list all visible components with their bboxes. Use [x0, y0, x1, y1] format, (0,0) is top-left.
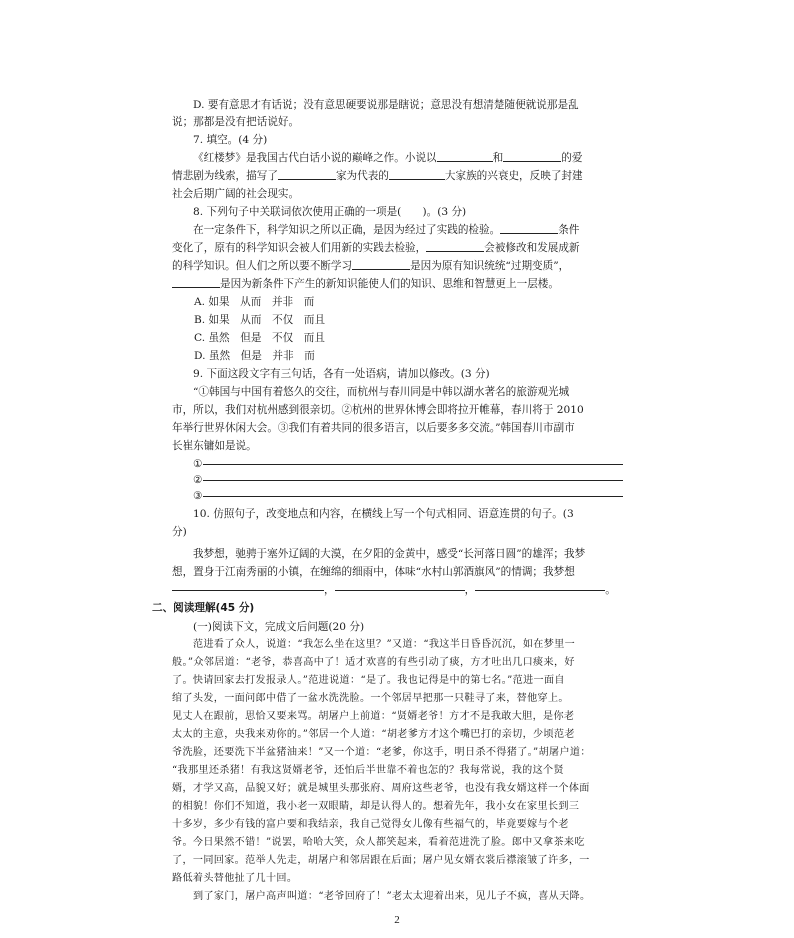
q10-period: 。 — [605, 584, 616, 596]
q6-option-d-line2: 说；那都是没有把话说好。 — [172, 116, 300, 128]
q8-text-e: 的科学知识。但人们之所以要不断学习 — [172, 260, 353, 272]
q10-answer-blank-3[interactable] — [475, 590, 605, 591]
q8-blank-3[interactable] — [352, 258, 410, 270]
passage-line: “我那里还杀猪！有我这贤婿老爷，还怕后半世靠不着也怎的？我每常说，我的这个贤 — [172, 765, 564, 776]
passage-line: 范进看了众人，说道：“我怎么坐在这里？”又道：“我这半日昏昏沉沉，如在梦里一 — [193, 639, 576, 650]
q10-answer-row[interactable] — [172, 582, 624, 598]
q8-blank-2[interactable] — [426, 240, 484, 252]
q9-answer-row-1[interactable] — [172, 456, 624, 472]
q8-text-a: 在一定条件下，科学知识之所以正确，是因为经过了实践的检验。 — [193, 224, 501, 236]
q7-line1 — [172, 150, 624, 166]
q8-option-b[interactable]: B. 如果 从而 不仅 而且 — [194, 314, 326, 326]
passage-line: 爷洗脸，还要洗下半盆猪油来！”又一个道：“老爹，你这手，明日杀不得猪了。”胡屠户道： — [172, 747, 591, 758]
passage-line: 般。”众邻居道：“老爷，恭喜高中了！适才欢喜的有些引动了痰，方才吐出几口痰来，好 — [172, 657, 575, 668]
q9-answer-line-1[interactable] — [203, 464, 623, 465]
q10-title-line1: 10. 仿照句子，改变地点和内容，在横线上写一个句式相同、语意连贯的句子。(3 — [193, 508, 574, 520]
q6-option-d-line1: D. 要有意思才有话说；没有意思硬要说那是瞎说；意思没有想清楚随便就说那是乱 — [193, 99, 579, 111]
passage-line: 了，一同回家。范举人先走，胡屠户和邻居跟在后面；屠户见女婿衣裳后襟滚皱了许多，一 — [172, 855, 590, 866]
passage-line: 的相貌！你们不知道，我小老一双眼睛，却是认得人的。想着先年，我小女在家里长到三 — [172, 801, 580, 812]
q10-comma-1: ， — [324, 584, 335, 596]
q9-line1: “①韩国与中国有着悠久的交往，而杭州与春川同是中韩以湖水著名的旅游观光城 — [193, 386, 570, 398]
q7-blank-2[interactable] — [503, 150, 561, 162]
passage-line: 爷。今日果然不错！”说罢，哈哈大笑，众人都笑起来，看着范进洗了脸。郎中又拿茶来吃 — [172, 837, 585, 848]
passage-line: 了。快请回家去打发报录人。”范进说道：“是了。我也记得是中的第七名。”范进一面自 — [172, 675, 565, 686]
q9-line3: 年举行世界休闲大会。③我们有着共同的很多语言，以后要多多交流。”韩国春川市副市 — [172, 422, 575, 434]
q7-blank-3[interactable] — [278, 168, 336, 180]
q8-blank-4[interactable] — [172, 276, 220, 288]
q8-text-f: 是因为原有知识统统“过期变质”， — [410, 260, 570, 272]
q10-sample-line2: 想，置身于江南秀丽的小镇，在缠绵的细雨中，体味“水村山郭酒旗风”的情调；我梦想 — [172, 566, 575, 578]
passage-line: 到了家门，屠户高声叫道：“老爷回府了！”老太太迎着出来，见儿子不疯，喜从天降。 — [193, 891, 591, 902]
q9-answer-row-2[interactable] — [172, 472, 624, 488]
q7-text-b: 和 — [492, 152, 504, 164]
q9-mark-3: ③ — [193, 490, 203, 502]
q10-sample-line1: 我梦想，驰骋于塞外辽阔的大漠，在夕阳的金黄中，感受“长河落日圆”的雄浑；我梦 — [193, 548, 586, 560]
q8-line1 — [172, 222, 624, 238]
q7-text-e: 家为代表的 — [335, 170, 389, 182]
q10-comma-2: ， — [464, 584, 476, 596]
passage-line: 十多岁，多少有钱的富户要和我结亲，我自己觉得女儿像有些福气的，毕竟要嫁与个老 — [172, 819, 569, 830]
q9-mark-2: ② — [193, 474, 203, 486]
q9-line4: 长崔东镛如是说。 — [172, 440, 257, 452]
q8-text-d: 会被修改和发展成新 — [484, 242, 580, 254]
q7-text-c: 的爱 — [561, 152, 583, 164]
page-number: 2 — [394, 914, 400, 926]
q8-text-c: 变化了，原有的科学知识会被人们用新的实践去检验， — [172, 242, 427, 254]
q8-line2 — [172, 240, 624, 256]
q8-line3 — [172, 258, 624, 274]
passage-line: 路低着头替他扯了几十回。 — [172, 873, 298, 884]
q8-option-c[interactable]: C. 虽然 但是 不仅 而且 — [194, 332, 325, 344]
q9-answer-row-3[interactable] — [172, 488, 624, 504]
q9-answer-line-3[interactable] — [203, 496, 623, 497]
q7-title: 7. 填空。(4 分) — [193, 134, 268, 146]
q9-line2: 市，所以，我们对杭州感到很亲切。②杭州的世界休博会即将拉开帷幕，春川将于 2010 — [172, 404, 584, 416]
passage-line: 见丈人在跟前，思恰又要来骂。胡屠户上前道：“贤婿老爷！方才不是我敢大胆，是你老 — [172, 711, 575, 722]
q7-line2 — [172, 168, 624, 184]
q8-option-a[interactable]: A. 如果 从而 并非 而 — [194, 296, 315, 308]
q7-text-a: 《红楼梦》是我国古代白话小说的巅峰之作。小说以 — [193, 152, 437, 164]
q7-line3: 社会后期广阔的社会现实。 — [172, 188, 300, 200]
q7-blank-4[interactable] — [389, 168, 445, 180]
q8-text-g: 是因为新条件下产生的新知识能使人们的知识、思维和智慧更上一层楼。 — [220, 278, 559, 290]
passage-line: 绾了头发，一面问郎中借了一盆水洗洗脸。一个邻居早把那一只鞋寻了来，替他穿上。 — [172, 693, 569, 704]
q8-text-b: 条件 — [558, 224, 580, 236]
q8-blank-1[interactable] — [500, 222, 558, 234]
passage-line: 婿，才学又高，品貌又好；就是城里头那张府、周府这些老爷，也没有我女婿这样一个体面 — [172, 783, 590, 794]
q10-answer-blank-2[interactable] — [335, 590, 465, 591]
q9-title: 9. 下面这段文字有三句话，各有一处语病，请加以修改。(3 分) — [193, 368, 490, 380]
q8-line4 — [172, 276, 624, 292]
q7-text-f: 大家族的兴衰史，反映了封建 — [444, 170, 583, 182]
q10-title-line2: 分) — [172, 526, 187, 538]
q8-option-d[interactable]: D. 虽然 但是 并非 而 — [194, 350, 315, 362]
q7-blank-1[interactable] — [437, 150, 493, 162]
q7-text-d: 情悲剧为线索，描写了 — [172, 170, 278, 182]
section-2-title: 二、阅读理解(45 分) — [152, 602, 255, 614]
q10-answer-blank-1[interactable] — [172, 590, 324, 591]
q9-mark-1: ① — [193, 458, 203, 470]
q9-answer-line-2[interactable] — [203, 480, 623, 481]
reading-1-instruction: (一)阅读下文，完成文后问题(20 分) — [193, 621, 365, 633]
q8-title: 8. 下列句子中关联词依次使用正确的一项是( )。(3 分) — [193, 206, 467, 218]
passage-line: 太太的主意，央我来劝你的。”邻居一个人道：“胡老爹方才这个嘴巴打的亲切，少顷范老 — [172, 729, 575, 740]
